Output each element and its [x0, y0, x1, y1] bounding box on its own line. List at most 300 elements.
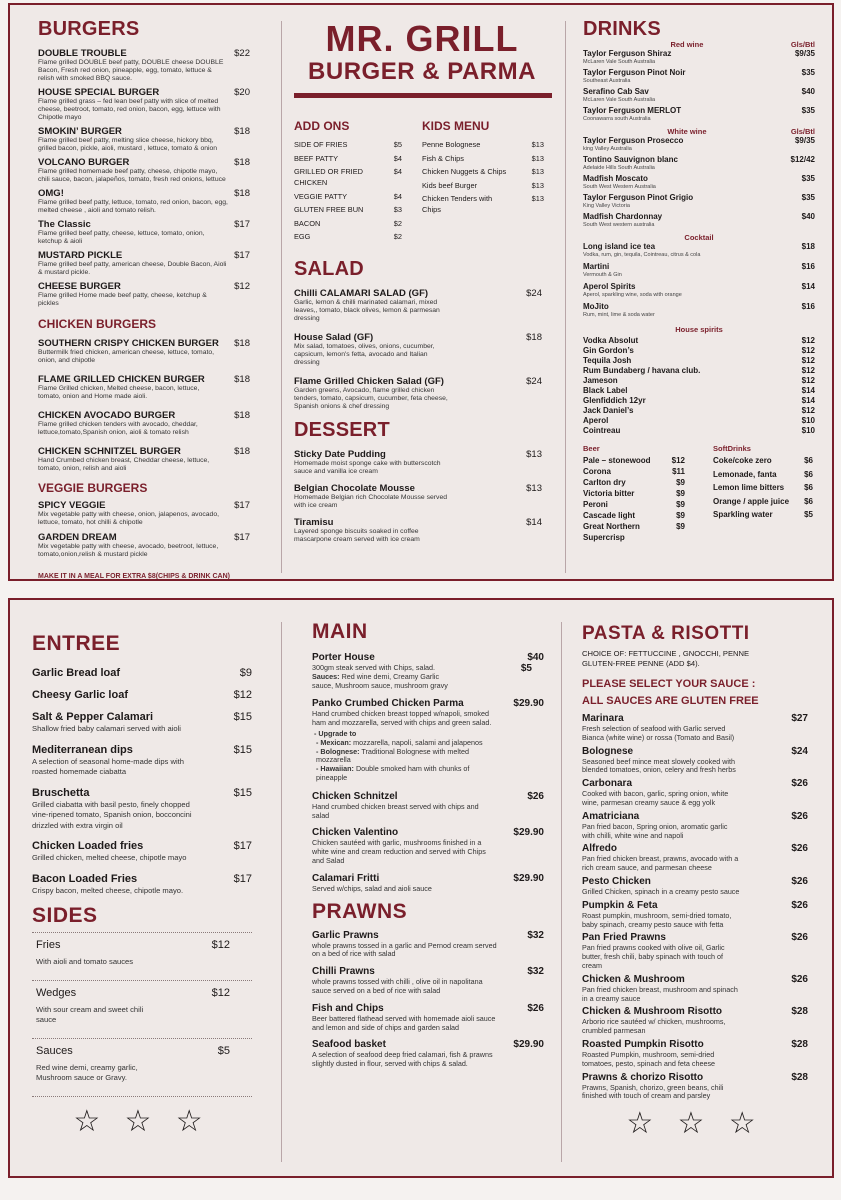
item-name: Seafood basket [312, 1039, 386, 1051]
item-description: Pan fried chicken breast, prawns, avocado with a rich cream sauce, and parmesan cheese [582, 854, 739, 873]
item-price: $15 [233, 711, 252, 723]
item-price: $32 [527, 929, 544, 941]
item-price: $16 [801, 262, 815, 271]
drinks-heading: DRINKS [583, 18, 661, 40]
item-name: Long island ice tea [583, 242, 656, 251]
item-description: Beer battered flathead served with homemade aioli sauce and lemon and side of chips and garden salad [312, 1013, 496, 1032]
menu-item-jack-daniel-s [583, 406, 815, 416]
item-description: Flame grilled grass – fed lean beef patty with slice of melted cheese, beetroot, tomato, red onion, bacon, egg, lettuce with Chipotle mayo [38, 98, 221, 121]
item-price: $6 [804, 469, 813, 479]
menu-item-bruschetta [32, 787, 252, 832]
item-price: $28 [791, 1071, 808, 1083]
item-price: $17 [234, 532, 250, 543]
item-name: Chicken Loaded fries [32, 840, 144, 852]
item-price: $27 [791, 713, 808, 724]
kids-menu-heading: KIDS MENU [422, 119, 490, 133]
item-description: Cooked with bacon, garlic, spring onion, white wine, parmesan creamy sauce & egg yolk [582, 789, 729, 807]
menu-item-madfish-chardonnay [583, 212, 815, 229]
item-name: Great Northern [583, 522, 640, 531]
item-description: Chicken sautéed with garlic, mushrooms finished in a white wine and cream reduction and served with Chips and Salad [312, 838, 486, 865]
item-price: $22 [234, 48, 250, 59]
menu-item-pumpkin-feta [582, 900, 808, 930]
entree-column [32, 600, 252, 1176]
burgers-heading: BURGERS [38, 18, 140, 40]
veggie-burgers-heading: VEGGIE BURGERS [38, 481, 148, 495]
item-name: Madfish Moscato [583, 174, 648, 183]
item-name: Wedges [36, 986, 77, 999]
item-description: Pan fried chicken breast, mushroom and spinach in a creamy sauce [582, 984, 738, 1003]
item-price: $6 [804, 496, 813, 506]
burgers-column [38, 5, 250, 579]
item-name: SIDE OF FRIES [294, 140, 348, 149]
item-description: A selection of seasonal home-made dips with roasted homemade ciabatta [32, 756, 184, 776]
option-label: - Bolognese: [316, 746, 360, 756]
item-name: Sauces [36, 1044, 73, 1057]
item-price: $29.90 [513, 827, 544, 839]
dessert-heading: DESSERT [294, 418, 390, 441]
option-label: - Hawaiian: [316, 764, 354, 774]
item-name: Gin Gordon’s [583, 346, 634, 355]
item-price: $40 [801, 87, 815, 96]
item-description: Shallow fried baby calamari served with aioli [32, 724, 181, 733]
item-description: McLaren Vale South Australia [583, 59, 656, 65]
item-name: Fish and Chips [312, 1002, 384, 1014]
chicken-burgers-list [38, 338, 250, 473]
item-name: BEEF PATTY [294, 153, 339, 163]
menu-item-marinara [582, 713, 808, 743]
item-price: $9 [676, 511, 685, 520]
item-price: $12 [801, 356, 815, 365]
soft-drinks-section [713, 444, 813, 544]
menu-item-bacon-loaded-fries [32, 873, 252, 897]
item-name: Prawns & chorizo Risotto [582, 1071, 704, 1083]
item-name: MoJito [583, 302, 609, 311]
item-description: Homemade Belgian rich Chocolate Mousse served with ice cream [294, 493, 448, 509]
menu-item-chicken-valentino [312, 827, 544, 865]
item-price: $6 [804, 483, 813, 492]
item-description: McLaren Vale South Australia [583, 97, 656, 103]
item-price: $2 [393, 218, 402, 228]
chicken-burgers-heading: CHICKEN BURGERS [38, 317, 157, 331]
item-description: Garlic, lemon & chilli marinated calamari, mixed leaves,, tomato, black olives, lemon & parmesan dressing [294, 298, 440, 322]
item-name: Chicken & Mushroom Risotto [582, 1006, 723, 1018]
item-price: $12 [801, 336, 815, 345]
beer-section [583, 444, 685, 544]
menu-item-wedges [32, 980, 252, 1038]
item-name: Glenfiddich 12yr [583, 396, 646, 405]
item-name: Bolognese [582, 745, 634, 757]
menu-item-long-island-ice-tea [583, 242, 815, 259]
menu-item-volcano-burger [38, 157, 250, 184]
menu-item-garlic-bread-loaf [32, 667, 252, 680]
item-price: $18 [234, 374, 250, 385]
item-description: Flame grilled Home made beef patty, cheese, ketchup & pickles [38, 292, 207, 307]
item-price: $13 [531, 153, 544, 163]
main-heading: MAIN [312, 620, 368, 643]
item-description: whole prawns tossed in a garlic and Pernod cream served on a bed of rice with salad [312, 940, 497, 959]
item-name: Salt & Pepper Calamari [32, 711, 154, 723]
menu-item-chilli-prawns [312, 966, 544, 996]
menu-item-orange-apple-juice [713, 497, 813, 507]
item-price: $26 [527, 1002, 544, 1014]
menu-item-coke-coke-zero [713, 456, 813, 466]
menu-item-corona [583, 467, 685, 477]
item-price: $4 [393, 167, 402, 176]
item-name: Martini [583, 262, 610, 271]
menu-item-spicy-veggie [38, 500, 250, 527]
item-name: OMG! [38, 188, 64, 199]
item-name: Chicken Valentino [312, 827, 399, 839]
menu-item-garden-dream [38, 532, 250, 559]
item-description: Mix salad, tomatoes, olives, onions, cucumber, capsicum, lemon's fetta, avocado and Italian dressing [294, 342, 435, 366]
menu-item-cheesy-garlic-loaf [32, 689, 252, 702]
menu-item-lemonade-fanta [713, 470, 813, 480]
pasta-choice: CHOICE OF: FETTUCCINE , GNOCCHI, PENNE GLUTEN-FREE PENNE (ADD $4). [582, 649, 750, 668]
item-price: $29.90 [513, 872, 544, 884]
item-price: $2 [393, 232, 402, 241]
item-description: Flame grilled beef patty, cheese, lettuce, tomato, onion, ketchup & aioli [38, 230, 205, 245]
item-name: Roasted Pumpkin Risotto [582, 1038, 704, 1050]
menu-item-peroni [583, 500, 685, 510]
item-price: $9/35 [794, 49, 815, 58]
item-description: Prawns, Spanish, chorizo, green beans, chili finished with touch of cream and parsley [582, 1082, 724, 1101]
item-description: Layered sponge biscuits soaked in coffee mascarpone cream served with ice cream [294, 527, 420, 543]
item-name: Black Label [583, 386, 628, 395]
item-name: VOLCANO BURGER [38, 157, 130, 168]
item-name: Rum Bundaberg / havana club. [583, 366, 701, 375]
menu-item-aperol-spirits [583, 282, 815, 299]
item-name: SOUTHERN CRISPY CHICKEN BURGER [38, 338, 219, 349]
item-description: Roasted Pumpkin, mushroom, semi-dried tomatoes, pesto, spinach and feta cheese [582, 1049, 716, 1068]
item-name: Belgian Chocolate Mousse [294, 482, 415, 494]
menu-item-house-special-burger [38, 87, 250, 122]
menu-item-chicken-avocado-burger [38, 410, 250, 437]
item-price: $10 [801, 416, 815, 425]
beer-label: Beer [583, 444, 600, 453]
menu-item-taylor-ferguson-pinot-noir [583, 68, 815, 85]
menu-item-rum-bundaberg-havana-club [583, 366, 815, 376]
item-description: Served w/chips, salad and aioli sauce [312, 883, 432, 893]
item-price: $12 [234, 281, 250, 292]
item-description: Vermouth & Gin [583, 272, 622, 278]
item-name: Taylor Ferguson Prosecco [583, 136, 684, 145]
menu-item-lemon-lime-bitters [713, 483, 813, 493]
item-name: Marinara [582, 713, 624, 724]
kids-menu-section [422, 120, 544, 245]
item-price: $13 [531, 167, 544, 176]
item-name: GARDEN DREAM [38, 532, 117, 543]
item-name: Flame Grilled Chicken Salad (GF) [294, 375, 444, 387]
item-name: Tontino Sauvignon blanc [583, 155, 678, 164]
item-price: $14 [801, 396, 815, 405]
item-description: Coonawarra south Australia [583, 116, 651, 122]
item-name: Cointreau [583, 426, 621, 435]
item-name: Pan Fried Prawns [582, 932, 666, 944]
menu-panel-top [8, 3, 834, 581]
sauce-notice-2: ALL SAUCES ARE GLUTEN FREE [582, 695, 759, 707]
burgers-list [38, 48, 250, 308]
item-name: DOUBLE TROUBLE [38, 48, 127, 59]
menu-item-chicken-schnitzel-burger [38, 446, 250, 473]
item-price: $32 [527, 966, 544, 978]
soft-drinks-label: SoftDrinks [713, 444, 751, 453]
item-name: Mediterranean dips [32, 743, 133, 756]
menu-panel-bottom [8, 598, 834, 1178]
menu-item-cointreau [583, 426, 815, 436]
item-name: Pumpkin & Feta [582, 899, 658, 911]
menu-item-mediterranean-dips [32, 744, 252, 778]
menu-item-taylor-ferguson-prosecco [583, 136, 815, 153]
item-price: $12 [211, 986, 230, 999]
item-price: $10 [801, 426, 815, 435]
menu-item-penne-bolognese [422, 139, 544, 150]
menu-item-chicken-parma: Panko Crumbed Chicken Parma $29.90 Hand crumbed chicken breast topped w/napoli, smoked ham and mozzarella, served with chips and green salad. - Upgrade to - Mexican: mozzarella, napoli, salami and jalapenos - Bolognese: Traditional Bolognese with melted mozzarella - Hawaiian: Double smoked ham with chunks of pineapple [312, 698, 544, 782]
menu-item-taylor-ferguson-pinot-grigio [583, 193, 815, 210]
item-price: $15 [233, 786, 252, 799]
item-name: Amatriciana [582, 810, 640, 822]
menu-item-vodka-absolut [583, 336, 815, 346]
item-description: With sour cream and sweet chili sauce [36, 1004, 144, 1024]
drinks-column [583, 5, 815, 579]
item-price: $24 [526, 287, 542, 299]
menu-item-chicken-nuggets-chips [422, 166, 544, 177]
item-name: Jameson [583, 376, 618, 385]
salad-heading: SALAD [294, 257, 364, 280]
item-description: Hand Crumbed chicken breast, Cheddar cheese, lettuce, tomato, onion, relish and aioli [38, 457, 210, 472]
item-price: $17 [234, 250, 250, 261]
item-description: Hand crumbed chicken breast served with chips and salad [312, 801, 479, 820]
menu-item-pale-stonewood [583, 456, 685, 466]
item-name: Aperol [583, 416, 609, 425]
menu-item-tontino-sauvignon-blanc [583, 155, 815, 172]
item-price: $18 [526, 331, 542, 343]
menu-item-double-trouble [38, 48, 250, 83]
item-name: Peroni [583, 500, 608, 509]
item-price: $26 [791, 899, 808, 911]
item-name: Jack Daniel’s [583, 406, 634, 415]
menu-item-alfredo [582, 843, 808, 873]
item-description: Arborio rice sautéed w/ chicken, mushrooms, crumbled parmesan [582, 1017, 726, 1036]
item-description: Pan fried bacon, Spring onion, aromatic garlic with chilli, white wine and napoli [582, 821, 728, 840]
item-name: CHICKEN AVOCADO BURGER [38, 410, 176, 421]
menu-item-mustard-pickle [38, 250, 250, 277]
item-description: Red wine demi, creamy garlic, Mushroom sauce or Gravy. [36, 1062, 138, 1082]
item-name: Serafino Cab Sav [583, 87, 649, 96]
item-name: Fries [36, 939, 61, 951]
item-name: Victoria bitter [583, 489, 635, 498]
item-price: $12/42 [790, 155, 815, 164]
item-price: $17 [233, 840, 252, 852]
item-description: Flame grilled homemade beef patty, cheese, chipotle mayo, chili sauce, bacon, jalapeños, tomato, fresh red onions, lettuce [38, 168, 226, 183]
item-description: Homemade moist sponge cake with butterscotch sauce and vanilla ice cream [294, 459, 441, 475]
middle-column [294, 5, 550, 579]
item-price: $29.90 [513, 1039, 544, 1051]
item-price: $17 [233, 872, 252, 885]
menu-item-smokin-burger [38, 126, 250, 153]
item-price: $15 [233, 743, 252, 756]
item-name: Chicken Tenders with Chips [422, 194, 493, 214]
option-text: Double smoked ham with chunks of pineapple [316, 764, 470, 782]
menu-item-aperol [583, 416, 815, 426]
item-name: Garlic Prawns [312, 929, 379, 941]
item-name: CHEESE BURGER [38, 281, 121, 292]
item-name: Supercrisp [583, 533, 625, 542]
white-wine-header: Gls/Btl [790, 127, 815, 136]
item-name: Pesto Chicken [582, 875, 651, 887]
item-price: $4 [393, 153, 402, 163]
item-name: Tequila Josh [583, 356, 632, 365]
item-name: VEGGIE PATTY [294, 191, 348, 201]
item-description: Rum, mint, lime & soda water [583, 312, 655, 318]
menu-item-victoria-bitter [583, 489, 685, 499]
decorative-stars-left: ☆ ☆ ☆ [73, 1104, 211, 1138]
pasta-heading: PASTA & RISOTTI [582, 623, 750, 644]
item-price: $13 [531, 194, 544, 203]
pasta-column [582, 600, 808, 1176]
item-price: $9/35 [794, 136, 815, 145]
item-price: $26 [791, 843, 808, 855]
item-name: Coke/coke zero [713, 456, 772, 465]
option-text: Traditional Bolognese with melted mozzarella [316, 746, 470, 765]
item-price: $3 [393, 205, 402, 214]
item-name: Pale – stonewood [583, 456, 651, 465]
item-price: $26 [791, 778, 808, 790]
item-price: $12 [801, 376, 815, 385]
menu-item-martini [583, 262, 815, 279]
item-price: $26 [791, 875, 808, 887]
menu-item-sparkling-water [713, 510, 813, 520]
item-price: $35 [801, 68, 815, 77]
red-wine-label: Red wine [670, 40, 704, 49]
item-price: $9 [239, 667, 252, 679]
item-description: Adelaide Hills South Australia [583, 165, 655, 171]
menu-item-calamari-fritti [312, 873, 544, 894]
item-name: House Salad (GF) [294, 331, 374, 343]
item-name: Taylor Ferguson Pinot Noir [583, 68, 686, 77]
item-description: King Valley Victoria [583, 203, 630, 209]
item-description: Aperol, sparkling wine, soda with orange [583, 292, 682, 298]
item-price: $26 [791, 810, 808, 822]
item-description: Pan fried prawns cooked with olive oil, Garlic butter, fresh chili, baby spinach with touch of cream [582, 943, 725, 970]
menu-item-veggie-patty [294, 191, 402, 202]
item-price: $12 [671, 456, 685, 465]
item-price: $17 [234, 500, 250, 511]
item-price: $5 [217, 1044, 230, 1057]
item-name: Chilli Prawns [312, 966, 375, 978]
item-name: Penne Bolognese [422, 140, 481, 149]
menu-item-bolognese [582, 746, 808, 776]
menu-item-chicken-schnitzel [312, 791, 544, 821]
red-wine-header: Gls/Btl [790, 40, 815, 49]
item-name: Bacon Loaded Fries [32, 872, 138, 885]
parma-upgrade-option [314, 748, 487, 766]
item-price: $17 [234, 219, 250, 230]
item-price: $14 [801, 282, 815, 291]
menu-item-belgian-chocolate-mousse [294, 483, 542, 510]
item-name: Aperol Spirits [583, 282, 636, 291]
item-description: With aioli and tomato sauces [36, 957, 134, 966]
item-price: $9 [676, 522, 685, 531]
item-price: $24 [526, 375, 542, 387]
item-description: Flame grilled DOUBLE beef patty, DOUBLE cheese DOUBLE Bacon, Fresh red onion, pineapple, egg, tomato, lettuce & relish with smoked BBQ sauce. [38, 59, 224, 82]
item-name: Carbonara [582, 778, 633, 790]
item-price: $12 [211, 939, 230, 951]
menu-item-chicken-tenders-with-chips [422, 193, 544, 215]
item-description: Seasoned beef mince meat slowely cooked with blended tomatoes, onion, celery and fresh herbs [582, 756, 736, 775]
item-price: $40 [801, 212, 815, 221]
item-price: $5 [393, 140, 402, 149]
item-name: MUSTARD PICKLE [38, 250, 123, 261]
item-description: Grilled Chicken, spinach in a creamy pesto sauce [582, 886, 740, 896]
item-price: $18 [234, 410, 250, 421]
item-name: Corona [583, 467, 611, 476]
item-price: $12 [801, 346, 815, 355]
menu-item-black-label [583, 386, 815, 396]
item-name: Taylor Ferguson Pinot Grigio [583, 193, 694, 202]
item-price: $11 [672, 467, 685, 476]
item-description: South West western australia [583, 222, 655, 228]
menu-item-prawns-chorizo-risotto [582, 1072, 808, 1102]
item-name: Vodka Absolut [583, 336, 639, 345]
option-label: - Mexican: [316, 737, 352, 747]
menu-item-fries [32, 932, 252, 980]
item-price: $18 [234, 157, 250, 168]
item-description: king Valley Australia [583, 146, 632, 152]
item-price: $35 [801, 106, 815, 115]
menu-item-roasted-pumpkin-risotto [582, 1039, 808, 1069]
item-price: $12 [801, 366, 815, 375]
item-name: Lemonade, fanta [713, 469, 777, 479]
item-name: Tiramisu [294, 516, 334, 528]
item-description: Grilled ciabatta with basil pesto, finely chopped vine-ripened tomato, Spanish onion, bocconcini drizzled with extra virgin oil [32, 799, 192, 830]
item-name: Garlic Bread loaf [32, 667, 121, 679]
menu-item-gluten-free-bun [294, 204, 402, 215]
item-description: Vodka, rum, gin, tequila, Cointreau, citrus & cola [583, 252, 701, 258]
item-description: Garden greens, Avocado, flame grilled chicken tenders, tomato, capsicum, cucumber, feta cheese, Spanish onions & chef dressing [294, 386, 448, 410]
item-name: Carlton dry [583, 478, 626, 487]
menu-item-the-classic [38, 219, 250, 246]
item-name: SMOKIN’ BURGER [38, 126, 122, 137]
item-price: $9 [676, 500, 685, 509]
item-name: Alfredo [582, 843, 617, 855]
menu-item-supercrisp [583, 533, 685, 543]
main-column [312, 600, 544, 1176]
entree-heading: ENTREE [32, 632, 121, 655]
menu-item-kids-beef-burger [422, 180, 544, 191]
menu-item-taylor-ferguson-shiraz [583, 49, 815, 66]
menu-item-chicken-mushroom-risotto [582, 1006, 808, 1036]
item-name: GRILLED OR FRIED CHICKEN [294, 167, 363, 187]
brand-title: MR. GRILL [325, 18, 519, 59]
menu-item-fish-and-chips [312, 1003, 544, 1033]
menu-item-flame-grilled-chicken-burger [38, 374, 250, 401]
item-name: Bruschetta [32, 786, 90, 799]
menu-item-carbonara [582, 778, 808, 808]
item-price: $13 [526, 482, 542, 494]
parma-upgrade-option [314, 765, 487, 783]
item-description: Fresh selection of seafood with Garlic served Bianca (white wine) or rossa (Tomato and Basil) [582, 724, 735, 742]
item-name: Taylor Ferguson Shiraz [583, 49, 672, 58]
add-ons-section [294, 120, 402, 245]
item-name: Fish & Chips [422, 153, 464, 163]
item-name: GLUTEN FREE BUN [294, 205, 364, 214]
item-name: Sparkling water [713, 510, 773, 519]
item-price: $12 [801, 406, 815, 415]
item-price: $26 [791, 932, 808, 944]
item-price: $18 [234, 446, 250, 457]
item-price: $13 [531, 140, 544, 149]
item-price: $13 [526, 448, 542, 460]
